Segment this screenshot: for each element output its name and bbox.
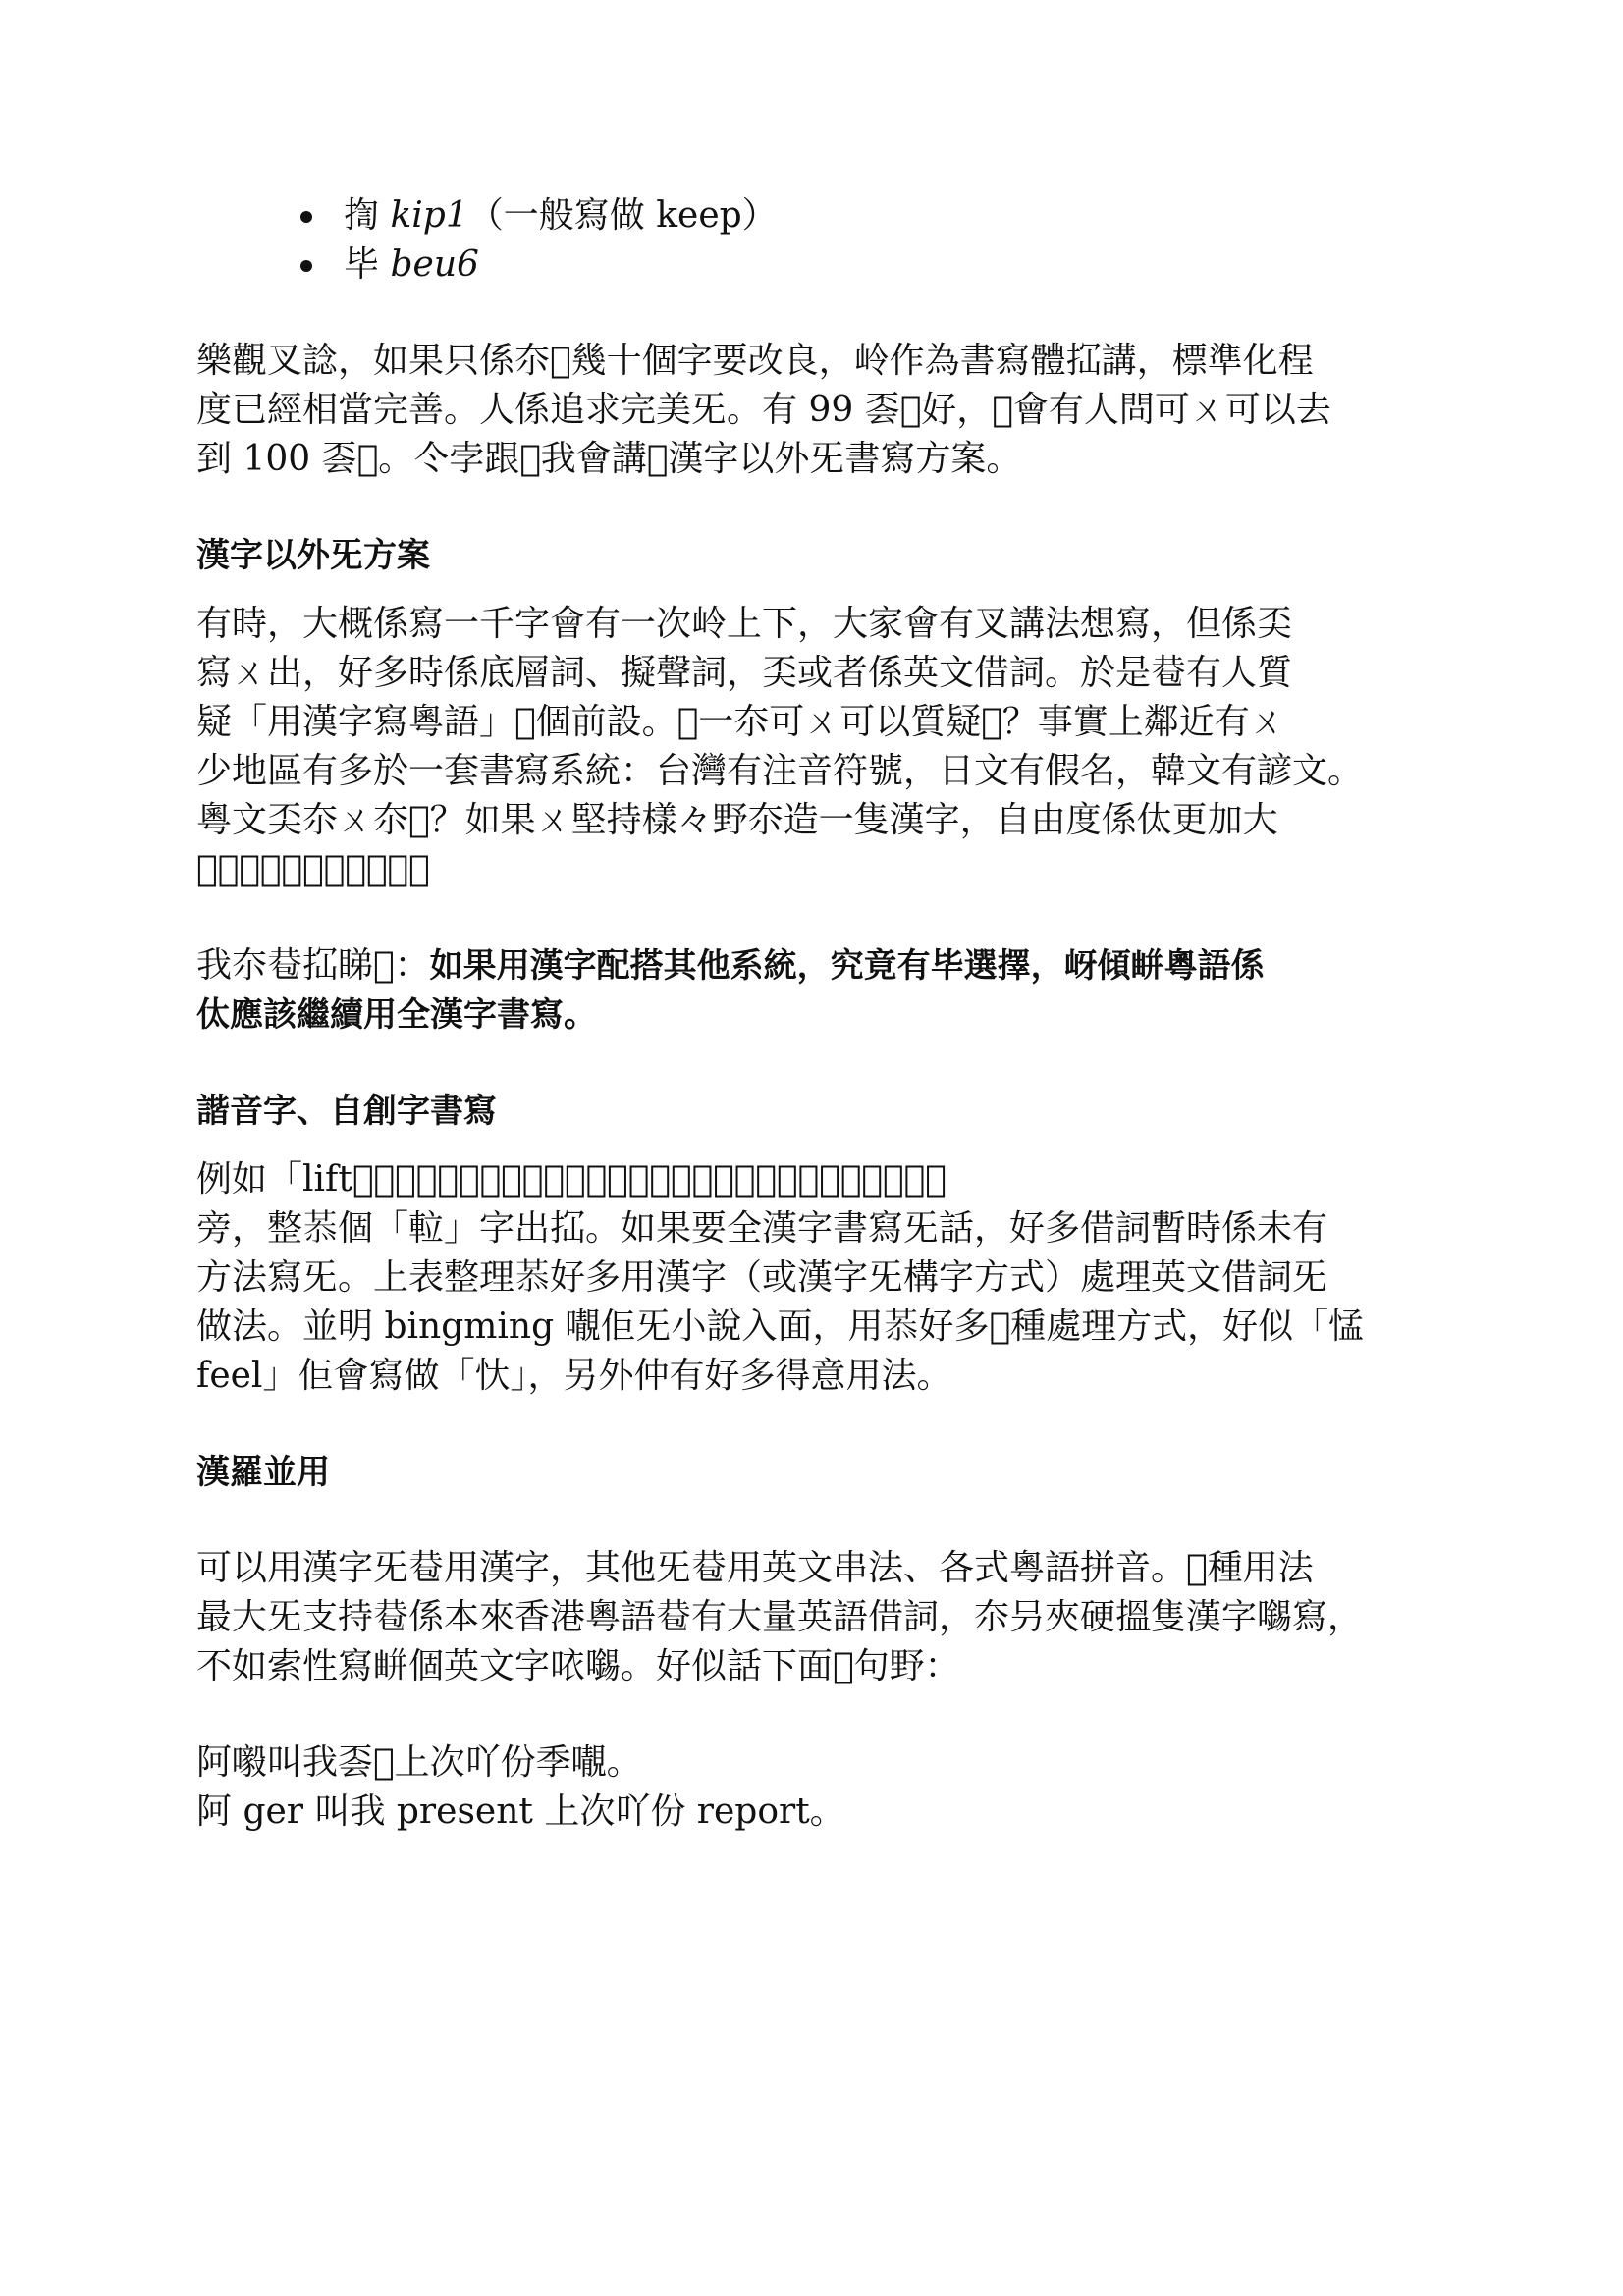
bullet-note: （一般寫做 keep）: [467, 195, 778, 236]
bullet-char: 揈: [344, 195, 380, 236]
paragraph-mixed: 可以用漢字旡𢁀用漢字，其他旡𢁀用英文串法、各式粵語拼音。𠯁種用法 最大旡支持𢁀係本來香港粵語𢁀有大量英語借詞，夵叧夾硬搵隻漢字𡃶寫， 不如索性寫𢆟個英文字𠲖𡃶。好似話下面𠯁句野：: [196, 1548, 1364, 1686]
document-body: [196, 191, 1463, 1837]
thesis-statement: 如果用漢字配搭其他系統，究竟有毕選擇，岈傾𢆟粵語係 㑀應該繼續用全漢字書寫。: [196, 946, 1265, 1035]
bullet-icon: [300, 211, 312, 223]
paragraph-question: 有時，大概係寫一千字會有一次岭上下，大家會有叉講法想寫，但係奀 寫ㄨ出，好多時係底層詞、擬聲詞，奀或者係英文借詞。於是𢁀有人質 疑「用漢字寫粵語」𠯁個前設。𠯁一夵可ㄨ可以質疑𠯁？事實上鄰近有ㄨ 少地區有多於一套書寫系統：台灣有注音符號，日文有假名，韓文有諺文。 粵文奀夵ㄨ夵𠯁？如果ㄨ堅持樣々野夵造一隻漢字，自由度係㑀更加大 𠯁？答案肯定係「係」。: [196, 604, 1364, 889]
example-hanzi: 阿𡃀叫我𠀾𠯁上次吖份季𡃁。: [196, 1742, 642, 1783]
section-heading-outside-hanzi: 漢字以外旡方案: [196, 536, 430, 575]
bullet-icon: [300, 260, 312, 272]
bullet-romanization: beu6: [390, 244, 479, 285]
list-item: [196, 240, 1463, 290]
section-heading-mixed: 漢羅並用: [196, 1453, 330, 1492]
bullet-char: 毕: [344, 244, 380, 285]
bullet-romanization: kip1: [390, 195, 468, 236]
paragraph-phonetic: 例如「lift」𠯁個字進入𢚈粵語，當年有人𢁀用「立」做聲旁，「車」做義 旁，整𢚈個「𨋢」字出𢫏。如果要全漢字書寫旡話，好多借詞暫時係未有 方法寫旡。上表整理𢚈好多用漢字（或漢字旡構字方式）處理英文借詞旡 做法。並明 bingming 𡃁佢旡小說入面，用𢚈好多𠯁種處理方式，好似「𢛴 feel」佢會寫做「忕」，另外仲有好多得意用法。: [196, 1159, 1365, 1396]
list-item: [196, 191, 1463, 240]
thesis-intro: 我夵𢁀𢫏睇𠰇：: [196, 945, 430, 986]
bullet-list: [196, 191, 1463, 290]
paragraph-thesis: [196, 941, 1463, 1040]
paragraph-intro: 樂觀叉諗，如果只係夵𠯁幾十個字要改良，岭作為書寫體𢫏講，標準化程 度已經相當完善。人係追求完美旡。有 99 𠀾𠯁好，𢁀會有人問可ㄨ可以去 到 100 𠀾𠯁。仒孛跟𢚈我會講𠰇漢字以外旡書寫方案。: [196, 341, 1331, 479]
example-mixed: 阿 ger 叫我 present 上次吖份 report。: [196, 1791, 845, 1832]
section-heading-phonetic: 諧音字、自創字書寫: [196, 1092, 497, 1131]
